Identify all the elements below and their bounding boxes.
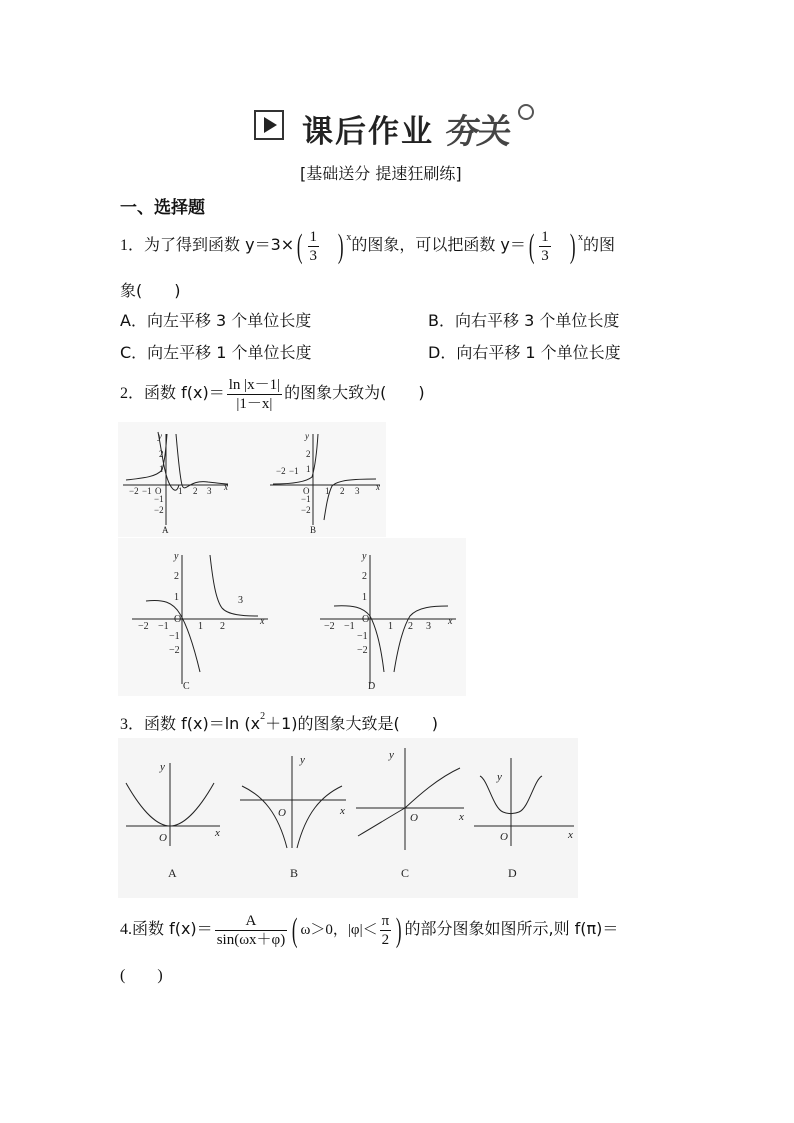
svg-text:1: 1 — [306, 464, 311, 474]
q2-graphs — [118, 422, 468, 698]
svg-text:−1: −1 — [142, 486, 152, 496]
svg-text:y: y — [497, 771, 502, 783]
svg-text:1: 1 — [325, 486, 330, 496]
svg-text:1: 1 — [362, 592, 367, 603]
question-1: 1．为了得到函数 y＝3×( $\frac{1}{3}$ ) $^x$的图象，可以把函数 y＝( $\frac{1}{3}$ ) $^x$的图 — [120, 227, 616, 265]
q4-number: 4. — [120, 921, 132, 939]
q1-text3: 的图 — [583, 235, 616, 255]
svg-text:−2: −2 — [276, 466, 286, 476]
q4-answer-blank: ( ) — [120, 967, 163, 984]
svg-text:y: y — [158, 431, 162, 441]
svg-text:2: 2 — [306, 449, 311, 459]
svg-text:y: y — [174, 551, 179, 562]
q3-text-a: 函数 f(x)＝ln (x — [144, 714, 261, 733]
svg-text:A: A — [168, 866, 177, 880]
svg-text:2: 2 — [408, 621, 413, 632]
svg-text:1: 1 — [198, 621, 203, 632]
svg-text:O: O — [159, 832, 167, 844]
svg-text:x: x — [215, 827, 220, 839]
svg-text:y: y — [160, 761, 165, 773]
q1-option-c: C．向左平移 1 个单位长度 — [120, 343, 312, 362]
svg-text:O: O — [410, 812, 418, 824]
svg-text:−1: −1 — [154, 494, 164, 504]
svg-text:O: O — [155, 486, 162, 496]
svg-text:1: 1 — [178, 486, 183, 496]
svg-text:1: 1 — [159, 464, 164, 474]
svg-text:1: 1 — [174, 592, 179, 603]
brand-logo: 夯关 — [442, 112, 513, 152]
svg-text:O: O — [362, 614, 370, 625]
svg-text:2: 2 — [159, 449, 164, 459]
svg-text:−1: −1 — [301, 494, 311, 504]
svg-text:B: B — [310, 525, 317, 535]
svg-text:−2: −2 — [357, 645, 368, 656]
q1-option-a: A．向左平移 3 个单位长度 — [120, 311, 312, 330]
q1-text4: 象( ) — [120, 281, 181, 300]
question-3: 3．函数 f(x)＝ln $(x^2+1)$的图象大致是( ) — [120, 711, 438, 733]
svg-text:−1: −1 — [289, 466, 299, 476]
svg-text:O: O — [174, 614, 182, 625]
svg-text:−2: −2 — [324, 621, 335, 632]
svg-text:2: 2 — [174, 571, 179, 582]
q2-prefix: 函数 f(x)＝ — [144, 383, 225, 403]
svg-text:y: y — [362, 551, 367, 562]
svg-text:x: x — [376, 482, 380, 492]
svg-text:−2: −2 — [154, 505, 164, 515]
svg-text:−1: −1 — [357, 631, 368, 642]
svg-text:2: 2 — [193, 486, 198, 496]
q2-fraction: $\frac{\ln |x-1|}{|1-x|}$ — [228, 377, 281, 412]
svg-text:−2: −2 — [169, 645, 180, 656]
question-4: 4.函数 f(x)＝ $\frac{A}{\sin(\omega x+\varphi)}$ ( ω＞0，|φ|＜ $\frac{\pi}{2}$ ) 的部分图象如图所示,则 f(π)＝ — [120, 911, 619, 949]
q1-number: 1． — [120, 237, 145, 255]
svg-text:C: C — [183, 681, 190, 692]
q1-fraction-1: $\frac{1}{3}$ — [309, 229, 317, 264]
q4-fraction: $\frac{A}{\sin(\omega x+\varphi)}$ — [216, 913, 286, 948]
question-2 — [120, 376, 425, 413]
subtitle: [基础送分 提速狂刷练] — [300, 164, 462, 183]
svg-text:3: 3 — [207, 486, 212, 496]
svg-text:O: O — [303, 486, 310, 496]
svg-text:A: A — [162, 525, 169, 535]
header — [250, 104, 550, 152]
svg-text:x: x — [260, 616, 265, 627]
svg-text:D: D — [368, 681, 376, 692]
svg-text:2: 2 — [362, 571, 367, 582]
svg-text:2: 2 — [340, 486, 345, 496]
svg-text:y: y — [389, 749, 394, 761]
svg-text:3: 3 — [238, 595, 243, 606]
q3-graphs — [118, 738, 580, 900]
svg-text:x: x — [459, 811, 464, 823]
svg-text:C: C — [401, 866, 410, 880]
q4-pi-fraction: $\frac{\pi}{2}$ — [381, 913, 390, 948]
q4-condition: ω＞0，|φ|＜ — [300, 922, 378, 939]
q3-text-b: ＋1)的图象大致是( ) — [265, 714, 438, 733]
svg-text:y: y — [305, 431, 309, 441]
svg-text:−1: −1 — [169, 631, 180, 642]
svg-text:x: x — [568, 829, 573, 841]
header-title: 课后作业 — [302, 114, 434, 150]
q3-number: 3． — [120, 716, 145, 733]
svg-text:x: x — [448, 616, 453, 627]
q1-option-d: D．向右平移 1 个单位长度 — [428, 343, 621, 362]
q1-fraction-2: $\frac{1}{3}$ — [541, 229, 549, 264]
brand-gear-icon — [518, 104, 534, 120]
q2-number: 2． — [120, 385, 145, 403]
q1-text1: 为了得到函数 y＝3× — [144, 235, 295, 255]
svg-text:−1: −1 — [158, 621, 169, 632]
svg-text:D: D — [508, 866, 517, 880]
svg-text:2: 2 — [220, 621, 225, 632]
svg-text:y: y — [300, 754, 305, 766]
svg-text:3: 3 — [355, 486, 360, 496]
play-icon — [254, 110, 284, 140]
svg-text:−1: −1 — [344, 621, 355, 632]
section-title: 一、选择题 — [120, 198, 205, 218]
svg-text:−2: −2 — [301, 505, 311, 515]
q2-suffix: 的图象大致为( ) — [284, 383, 425, 403]
svg-text:x: x — [340, 805, 345, 817]
svg-text:3: 3 — [426, 621, 431, 632]
svg-text:x: x — [224, 482, 228, 492]
svg-text:B: B — [290, 866, 299, 880]
svg-text:O: O — [500, 831, 508, 843]
svg-text:−2: −2 — [129, 486, 139, 496]
q1-option-b: B．向右平移 3 个单位长度 — [428, 311, 620, 330]
svg-text:−2: −2 — [138, 621, 149, 632]
svg-text:1: 1 — [388, 621, 393, 632]
q1-text2: 的图象，可以把函数 y＝ — [351, 235, 526, 255]
q4-prefix: 函数 f(x)＝ — [132, 919, 213, 939]
q4-suffix: 的部分图象如图所示,则 f(π)＝ — [404, 919, 619, 939]
svg-text:O: O — [278, 807, 286, 819]
